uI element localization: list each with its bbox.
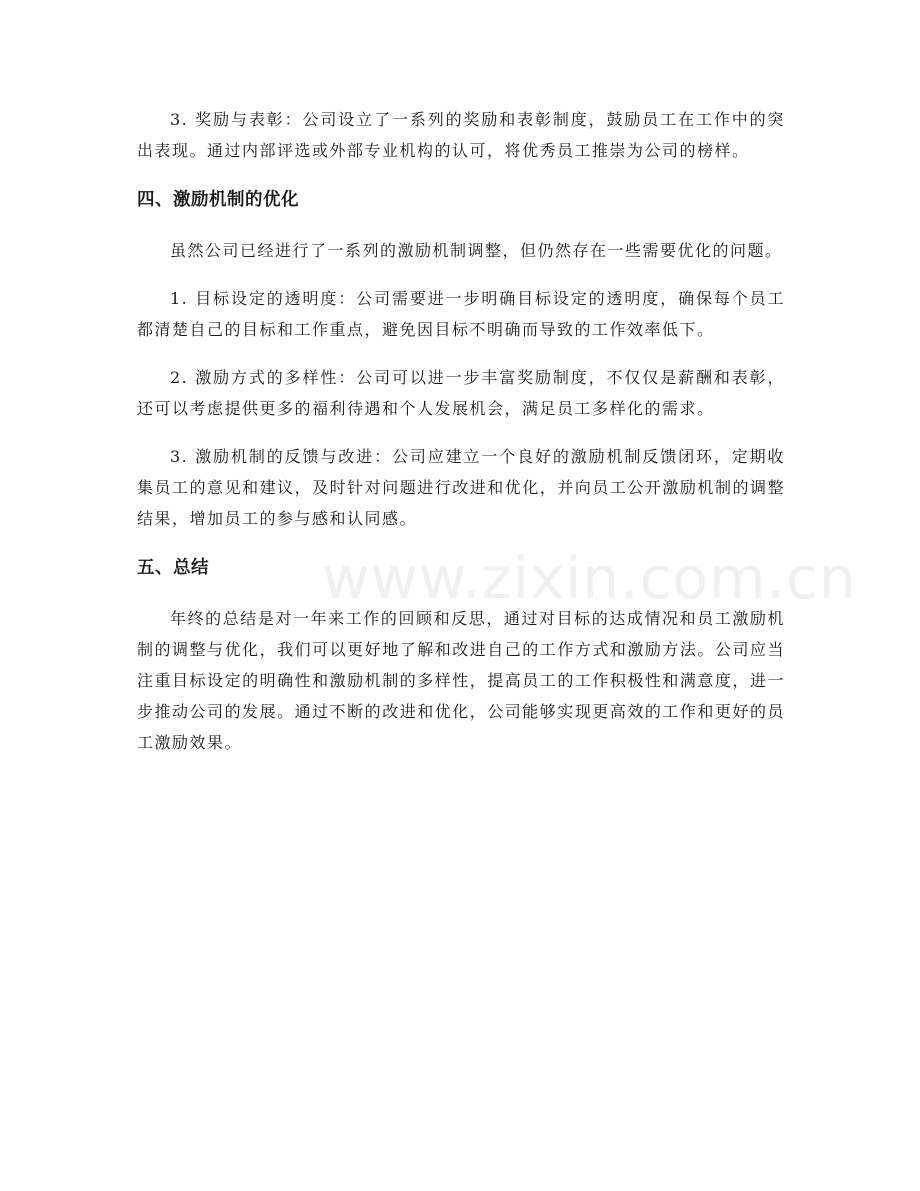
paragraph-item-diversity: 2. 激励方式的多样性：公司可以进一步丰富奖励制度，不仅仅是薪酬和表彰，还可以考虑提供更多的福利待遇和个人发展机会，满足员工多样化的需求。 [137, 368, 785, 418]
paragraph-item-transparency: 1. 目标设定的透明度：公司需要进一步明确目标设定的透明度，确保每个员工都清楚自己的目标和工作重点，避免因目标不明确而导致的工作效率低下。 [137, 289, 785, 339]
paragraph-awards: 3. 奖励与表彰：公司设立了一系列的奖励和表彰制度，鼓励员工在工作中的突出表现。通过内部评选或外部专业机构的认可，将优秀员工推崇为公司的榜样。 [137, 110, 785, 160]
document-body [137, 104, 785, 775]
section-heading-summary: 五、总结 [137, 558, 209, 578]
paragraph-item-feedback: 3. 激励机制的反馈与改进：公司应建立一个良好的激励机制反馈闭环，定期收集员工的意见和建议，及时针对问题进行改进和优化，并向员工公开激励机制的调整结果，增加员工的参与感和认同感。 [137, 447, 785, 528]
paragraph-summary: 年终的总结是对一年来工作的回顾和反思，通过对目标的达成情况和员工激励机制的调整与优化，我们可以更好地了解和改进自己的工作方式和激励方法。公司应当注重目标设定的明确性和激励机制的多样性，提高员工的工作积极性和满意度，进一步推动公司的发展。通过不断的改进和优化，公司能够实现更高效的工作和更好的员工激励效果。 [137, 609, 785, 752]
watermark-text: www.zixin.com.cn [322, 544, 857, 612]
section-heading-optimization: 四、激励机制的优化 [137, 190, 299, 210]
paragraph-optimization-intro: 虽然公司已经进行了一系列的激励机制调整，但仍然存在一些需要优化的问题。 [170, 241, 783, 260]
